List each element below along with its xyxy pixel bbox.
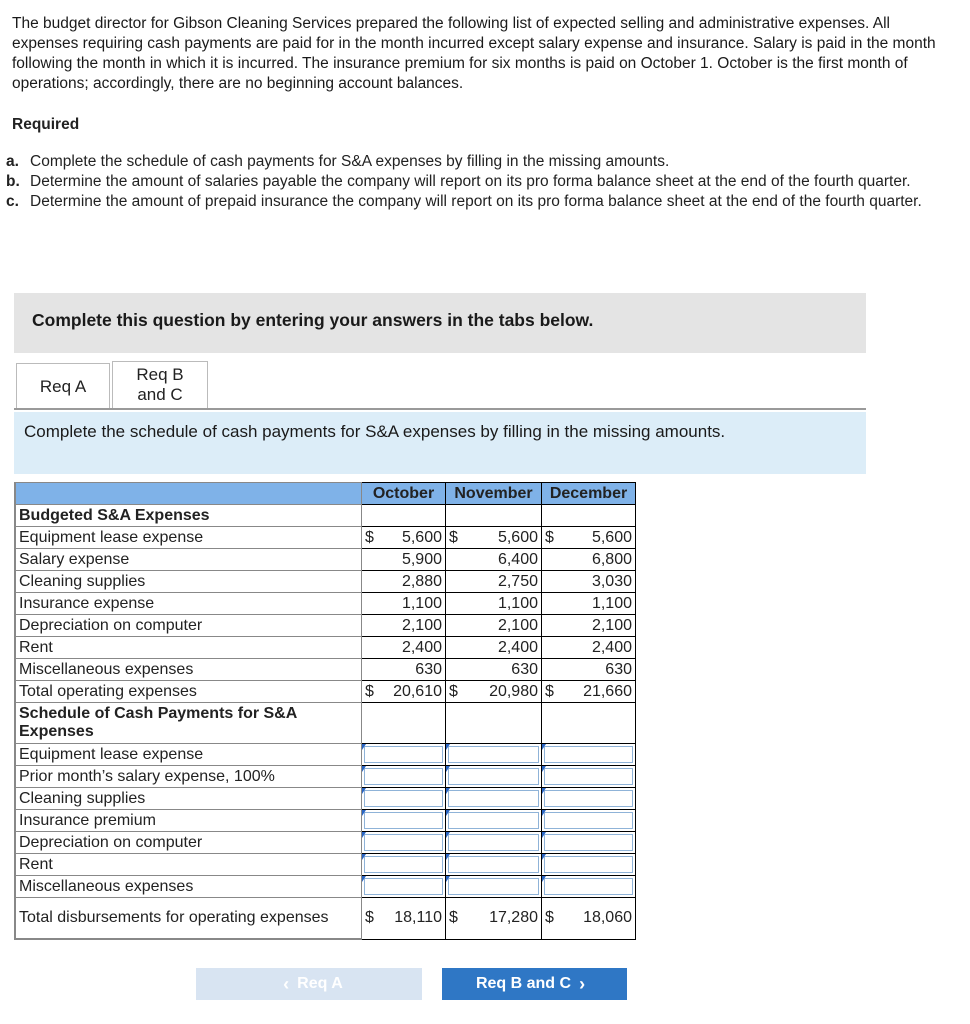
- disb-oct: $ 18,110: [362, 898, 446, 940]
- requirement-text: Determine the amount of prepaid insurance the company will report on its pro forma balance sheet at the end of the fourth quarter.: [30, 193, 922, 210]
- input-marker-icon: [446, 744, 450, 750]
- input-marker-icon: [362, 788, 366, 794]
- schedule-title-row: [15, 703, 636, 744]
- budget-value-nov: 2,400: [446, 637, 542, 659]
- total-nov: $ 20,980: [446, 681, 542, 703]
- input-marker-icon: [446, 810, 450, 816]
- budget-value-dec: 1,100: [542, 593, 636, 615]
- budget-value-oct: 2,100: [362, 615, 446, 637]
- budget-value-oct: 5,900: [362, 549, 446, 571]
- schedule-section-title: Schedule of Cash Payments for S&A Expenses: [15, 703, 362, 744]
- header-row: [15, 483, 636, 505]
- total-disbursements-label: Total disbursements for operating expenses: [15, 898, 362, 940]
- chevron-right-icon: ›: [579, 973, 586, 994]
- requirement-b: [6, 172, 956, 192]
- schedule-input-oct[interactable]: [362, 810, 446, 832]
- budget-row-label: Depreciation on computer: [15, 615, 362, 637]
- schedule-row: [15, 810, 636, 832]
- schedule-input-nov[interactable]: [446, 832, 542, 854]
- instructions-banner: [14, 293, 866, 353]
- input-marker-icon: [362, 876, 366, 882]
- tab-underline: [14, 408, 866, 410]
- budget-row: [15, 527, 636, 549]
- prev-req-a-button[interactable]: [196, 968, 422, 1000]
- schedule-row-label: Depreciation on computer: [15, 832, 362, 854]
- schedule-row-label: Equipment lease expense: [15, 744, 362, 766]
- schedule-input-dec[interactable]: [542, 788, 636, 810]
- budget-value-dec: 2,400: [542, 637, 636, 659]
- input-marker-icon: [446, 854, 450, 860]
- problem-intro: The budget director for Gibson Cleaning Services prepared the following list of expected selling and administrative expenses. All expenses requiring cash payments are paid for in the month incurred except salary expense and insurance. Salary is paid in the month following the month in which it is incurred. The insurance premium for six months is paid on October 1. October is the first month of operations; accordingly, there are no beginning account balances.: [12, 15, 936, 92]
- requirement-a: [6, 152, 956, 172]
- prev-button-label: Req A: [297, 975, 343, 992]
- input-marker-icon: [446, 832, 450, 838]
- budget-row-label: Miscellaneous expenses: [15, 659, 362, 681]
- total-oct: $ 20,610: [362, 681, 446, 703]
- schedule-input-oct[interactable]: [362, 854, 446, 876]
- total-disbursements-row: [15, 898, 636, 940]
- schedule-input-nov[interactable]: [446, 810, 542, 832]
- budget-title-row: [15, 505, 636, 527]
- budget-row: [15, 549, 636, 571]
- schedule-input-nov[interactable]: [446, 744, 542, 766]
- schedule-input-oct[interactable]: [362, 832, 446, 854]
- schedule-row-label: Insurance premium: [15, 810, 362, 832]
- budget-row: [15, 659, 636, 681]
- schedule-input-oct[interactable]: [362, 788, 446, 810]
- schedule-input-nov[interactable]: [446, 766, 542, 788]
- cash-payments-schedule: [14, 482, 636, 940]
- budget-value-dec: 2,100: [542, 615, 636, 637]
- schedule-input-oct[interactable]: [362, 766, 446, 788]
- budget-value-nov: 1,100: [446, 593, 542, 615]
- input-marker-icon: [362, 832, 366, 838]
- disb-dec: $ 18,060: [542, 898, 636, 940]
- schedule-row: [15, 854, 636, 876]
- total-dec: $ 21,660: [542, 681, 636, 703]
- tab-req-a-label: Req A: [39, 377, 87, 396]
- budget-value-oct: 630: [362, 659, 446, 681]
- schedule-row: [15, 766, 636, 788]
- budget-row-label: Rent: [15, 637, 362, 659]
- total-operating-row: [15, 681, 636, 703]
- schedule-row-label: Miscellaneous expenses: [15, 876, 362, 898]
- schedule-input-oct[interactable]: [362, 876, 446, 898]
- schedule-input-nov[interactable]: [446, 854, 542, 876]
- schedule-row: [15, 832, 636, 854]
- budget-row-label: Equipment lease expense: [15, 527, 362, 549]
- header-november: November: [446, 483, 542, 505]
- schedule-input-dec[interactable]: [542, 854, 636, 876]
- header-blank: [15, 483, 362, 505]
- requirement-label: b.: [6, 173, 20, 190]
- budget-row: [15, 571, 636, 593]
- next-req-b-and-c-button[interactable]: [442, 968, 627, 1000]
- budget-value-nov: 2,100: [446, 615, 542, 637]
- tab-req-b-label: Req B and C: [136, 365, 184, 404]
- input-marker-icon: [446, 788, 450, 794]
- banner-text: Complete this question by entering your answers in the tabs below.: [32, 310, 594, 330]
- budget-value-dec: 630: [542, 659, 636, 681]
- schedule-row-label: Cleaning supplies: [15, 788, 362, 810]
- header-october: October: [362, 483, 446, 505]
- disb-nov: $ 17,280: [446, 898, 542, 940]
- requirement-text: Complete the schedule of cash payments for S&A expenses by filling in the missing amounts.: [30, 153, 670, 170]
- budget-value-oct: 2,880: [362, 571, 446, 593]
- next-button-label: Req B and C: [475, 975, 572, 992]
- input-marker-icon: [446, 876, 450, 882]
- input-marker-icon: [542, 744, 546, 750]
- input-marker-icon: [542, 766, 546, 772]
- header-december: December: [542, 483, 636, 505]
- requirement-text: Determine the amount of salaries payable the company will report on its pro forma balance sheet at the end of the fourth quarter.: [30, 173, 911, 190]
- tab-req-a[interactable]: [16, 363, 110, 410]
- budget-value-oct: 2,400: [362, 637, 446, 659]
- input-marker-icon: [542, 810, 546, 816]
- schedule-input-dec[interactable]: [542, 810, 636, 832]
- total-operating-label: Total operating expenses: [15, 681, 362, 703]
- budget-row: [15, 637, 636, 659]
- input-marker-icon: [362, 744, 366, 750]
- schedule-input-nov[interactable]: [446, 788, 542, 810]
- input-marker-icon: [362, 766, 366, 772]
- requirement-label: c.: [6, 193, 19, 210]
- budget-value-oct: 1,100: [362, 593, 446, 615]
- schedule-row: [15, 788, 636, 810]
- schedule-input-dec[interactable]: [542, 744, 636, 766]
- budget-value-nov: 6,400: [446, 549, 542, 571]
- schedule-row-label: Rent: [15, 854, 362, 876]
- budget-value-nov: 2,750: [446, 571, 542, 593]
- schedule-input-dec[interactable]: [542, 876, 636, 898]
- instruction-text: Complete the schedule of cash payments for S&A expenses by filling in the missing amounts.: [24, 422, 726, 441]
- budget-row-label: Insurance expense: [15, 593, 362, 615]
- input-marker-icon: [542, 854, 546, 860]
- input-marker-icon: [446, 766, 450, 772]
- budget-row: [15, 593, 636, 615]
- schedule-row: [15, 876, 636, 898]
- budget-value-nov: 630: [446, 659, 542, 681]
- schedule-input-oct[interactable]: [362, 744, 446, 766]
- budget-row: [15, 615, 636, 637]
- input-marker-icon: [542, 788, 546, 794]
- tab-instruction: [14, 412, 866, 474]
- required-heading: Required: [12, 116, 80, 133]
- requirement-label: a.: [6, 153, 19, 170]
- chevron-left-icon: ‹: [283, 973, 290, 994]
- budget-row-label: Cleaning supplies: [15, 571, 362, 593]
- input-marker-icon: [542, 876, 546, 882]
- schedule-row-label: Prior month’s salary expense, 100%: [15, 766, 362, 788]
- tab-req-b-and-c[interactable]: [112, 361, 208, 408]
- budget-section-title: Budgeted S&A Expenses: [15, 505, 362, 527]
- budget-value-nov: $ 5,600: [446, 527, 542, 549]
- input-marker-icon: [542, 832, 546, 838]
- requirement-c: [6, 192, 956, 212]
- schedule-input-dec[interactable]: [542, 766, 636, 788]
- input-marker-icon: [362, 810, 366, 816]
- budget-value-dec: 6,800: [542, 549, 636, 571]
- schedule-input-nov[interactable]: [446, 876, 542, 898]
- schedule-row: [15, 744, 636, 766]
- budget-row-label: Salary expense: [15, 549, 362, 571]
- budget-value-dec: 3,030: [542, 571, 636, 593]
- budget-value-oct: $ 5,600: [362, 527, 446, 549]
- input-marker-icon: [362, 854, 366, 860]
- requirements-list: [6, 152, 956, 212]
- schedule-input-dec[interactable]: [542, 832, 636, 854]
- budget-value-dec: $ 5,600: [542, 527, 636, 549]
